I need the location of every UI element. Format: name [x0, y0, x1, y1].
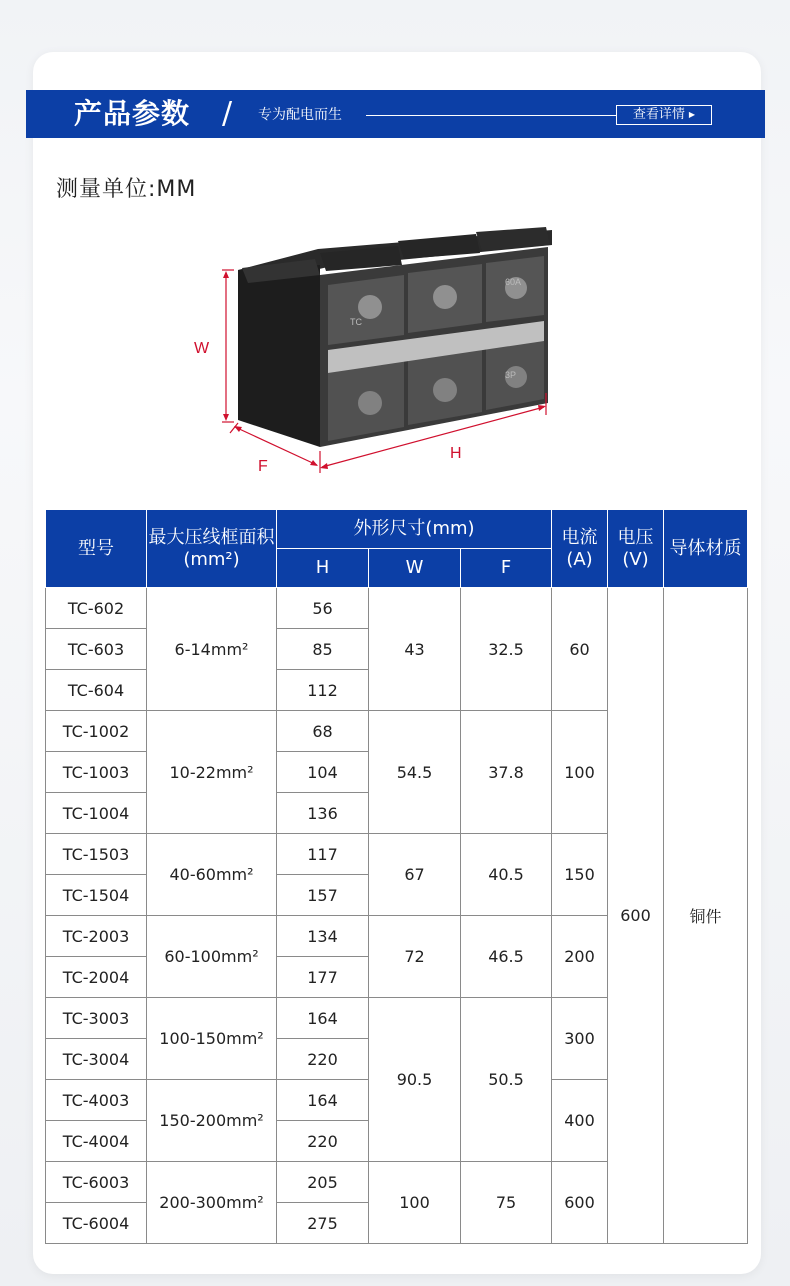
h-cell: 117 — [277, 834, 369, 875]
model-cell: TC-6003 — [46, 1162, 147, 1203]
wire-cell: 6-14mm² — [147, 588, 277, 711]
section-banner — [26, 90, 765, 138]
voltage-cell: 600 — [608, 588, 664, 1244]
current-cell: 60 — [552, 588, 608, 711]
h-cell: 68 — [277, 711, 369, 752]
h-cell: 104 — [277, 752, 369, 793]
f-cell: 50.5 — [461, 998, 552, 1162]
h-cell: 220 — [277, 1121, 369, 1162]
wire-cell: 100-150mm² — [147, 998, 277, 1080]
wire-cell: 10-22mm² — [147, 711, 277, 834]
h-cell: 112 — [277, 670, 369, 711]
col-w-header: W — [369, 549, 461, 588]
w-cell: 90.5 — [369, 998, 461, 1162]
col-wire-header: 最大压线框面积(mm²) — [147, 510, 277, 588]
current-cell: 300 — [552, 998, 608, 1080]
f-label: F — [258, 458, 268, 475]
wire-cell: 60-100mm² — [147, 916, 277, 998]
model-cell: TC-604 — [46, 670, 147, 711]
product-diagram — [180, 215, 580, 485]
brand-mark: TC — [350, 317, 362, 327]
view-details-button[interactable] — [616, 105, 712, 125]
f-cell: 46.5 — [461, 916, 552, 998]
spec-table — [45, 509, 748, 1244]
h-cell: 220 — [277, 1039, 369, 1080]
housing-left — [238, 265, 320, 447]
model-cell: TC-1003 — [46, 752, 147, 793]
f-cell: 40.5 — [461, 834, 552, 916]
w-cell: 72 — [369, 916, 461, 998]
current-cell: 600 — [552, 1162, 608, 1244]
h-label: H — [450, 445, 462, 462]
model-cell: TC-1503 — [46, 834, 147, 875]
current-cell: 150 — [552, 834, 608, 916]
col-voltage-header: 电压(V) — [608, 510, 664, 588]
h-cell: 85 — [277, 629, 369, 670]
current-cell: 200 — [552, 916, 608, 998]
h-cell: 164 — [277, 998, 369, 1039]
slogan: 专为配电而生 — [258, 107, 342, 123]
wire-cell: 200-300mm² — [147, 1162, 277, 1244]
material-cell: 铜件 — [664, 588, 748, 1244]
f-cell: 75 — [461, 1162, 552, 1244]
model-cell: TC-602 — [46, 588, 147, 629]
current-cell: 100 — [552, 711, 608, 834]
h-cell: 177 — [277, 957, 369, 998]
f-cell: 32.5 — [461, 588, 552, 711]
model-cell: TC-6004 — [46, 1203, 147, 1244]
h-cell: 164 — [277, 1080, 369, 1121]
banner-divider — [366, 115, 616, 116]
col-material-header: 导体材质 — [664, 510, 748, 588]
w-cell: 54.5 — [369, 711, 461, 834]
wire-cell: 150-200mm² — [147, 1080, 277, 1162]
col-h-header: H — [277, 549, 369, 588]
model-cell: TC-4003 — [46, 1080, 147, 1121]
section-title: 产品参数 — [74, 97, 191, 130]
terminal-block-drawing — [180, 215, 580, 485]
w-label: W — [194, 340, 210, 357]
w-cell: 100 — [369, 1162, 461, 1244]
model-cell: TC-2004 — [46, 957, 147, 998]
h-cell: 56 — [277, 588, 369, 629]
model-cell: TC-4004 — [46, 1121, 147, 1162]
model-cell: TC-3003 — [46, 998, 147, 1039]
w-cell: 43 — [369, 588, 461, 711]
col-f-header: F — [461, 549, 552, 588]
f-cell: 37.8 — [461, 711, 552, 834]
rating-mark: 60A — [505, 277, 522, 287]
table-row — [46, 588, 748, 629]
wire-cell: 40-60mm² — [147, 834, 277, 916]
title-slash: / — [222, 96, 233, 131]
model-cell: TC-603 — [46, 629, 147, 670]
model-cell: TC-1002 — [46, 711, 147, 752]
h-cell: 136 — [277, 793, 369, 834]
model-cell: TC-3004 — [46, 1039, 147, 1080]
model-cell: TC-1004 — [46, 793, 147, 834]
h-cell: 134 — [277, 916, 369, 957]
model-cell: TC-2003 — [46, 916, 147, 957]
current-cell: 400 — [552, 1080, 608, 1162]
poles-mark: 3P — [505, 370, 517, 380]
h-cell: 157 — [277, 875, 369, 916]
col-current-header: 电流(A) — [552, 510, 608, 588]
measurement-unit: 测量单位:MM — [56, 177, 197, 202]
h-cell: 275 — [277, 1203, 369, 1244]
model-cell: TC-1504 — [46, 875, 147, 916]
h-cell: 205 — [277, 1162, 369, 1203]
col-model-header: 型号 — [46, 510, 147, 588]
col-dims-header: 外形尺寸(mm) — [277, 510, 552, 549]
w-cell: 67 — [369, 834, 461, 916]
play-arrow-icon: ▶ — [688, 110, 696, 119]
view-details-label: 查看详情 — [632, 107, 685, 122]
